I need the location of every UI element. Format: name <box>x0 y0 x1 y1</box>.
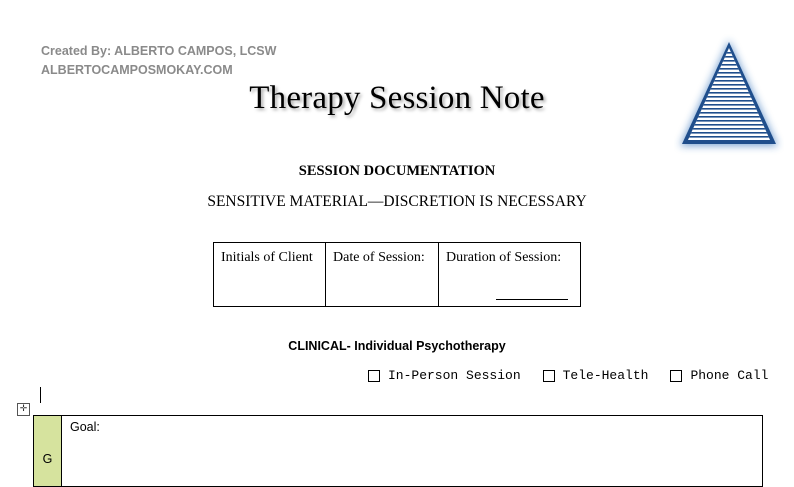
text-cursor <box>40 387 41 403</box>
checkbox-icon[interactable] <box>368 370 380 382</box>
client-initials-label: Initials of Client <box>221 250 313 265</box>
logo-stripe <box>674 64 784 66</box>
option-tele-health[interactable] <box>543 368 649 383</box>
session-duration-label: Duration of Session: <box>446 250 562 265</box>
logo-stripe <box>674 56 784 58</box>
logo-stripe <box>674 96 784 98</box>
logo-stripe <box>674 108 784 110</box>
website-text: ALBERTOCAMPOSMOKAY.COM <box>41 63 233 77</box>
created-by-text: Created By: ALBERTO CAMPOS, LCSW <box>41 44 277 58</box>
goal-label: Goal: <box>70 420 100 434</box>
logo-stripe <box>674 88 784 90</box>
goal-table <box>33 415 763 487</box>
duration-fill-line <box>496 299 568 300</box>
goal-letter: G <box>42 452 53 466</box>
goal-letter-cell <box>34 416 62 486</box>
session-documentation-heading: SESSION DOCUMENTATION <box>298 163 496 179</box>
option-in-person[interactable] <box>368 368 521 383</box>
table-move-handle-icon[interactable]: ✛ <box>17 403 30 416</box>
logo-stripe <box>674 112 784 114</box>
session-info-table <box>213 242 581 307</box>
logo-stripe <box>674 80 784 82</box>
logo-stripe <box>674 104 784 106</box>
logo-stripe <box>674 76 784 78</box>
option-phone-call[interactable] <box>670 368 768 383</box>
option-label: Phone Call <box>690 368 769 383</box>
session-type-options <box>368 368 768 383</box>
logo-stripe <box>674 92 784 94</box>
logo-stripe <box>674 136 784 138</box>
logo-stripe <box>674 52 784 54</box>
clinical-heading: CLINICAL- Individual Psychotherapy <box>288 339 506 353</box>
triangle-logo-icon <box>674 34 784 156</box>
checkbox-icon[interactable] <box>670 370 682 382</box>
goal-entry-cell[interactable] <box>62 416 762 486</box>
session-date-label: Date of Session: <box>333 250 425 265</box>
checkbox-icon[interactable] <box>543 370 555 382</box>
option-label: Tele-Health <box>562 368 649 383</box>
logo-stripe <box>674 120 784 122</box>
option-label: In-Person Session <box>388 368 521 383</box>
client-initials-cell[interactable] <box>214 243 326 307</box>
logo-stripe <box>674 68 784 70</box>
session-duration-cell[interactable] <box>439 243 581 307</box>
author-credit <box>41 42 276 80</box>
session-date-cell[interactable] <box>326 243 439 307</box>
sensitive-notice: SENSITIVE MATERIAL—DISCRETION IS NECESSARY <box>207 193 587 210</box>
logo-stripe <box>674 116 784 118</box>
logo-stripe <box>674 100 784 102</box>
document-title: Therapy Session Note <box>249 80 545 116</box>
logo-stripe <box>674 60 784 62</box>
logo-stripe <box>674 72 784 74</box>
logo-stripe <box>674 84 784 86</box>
